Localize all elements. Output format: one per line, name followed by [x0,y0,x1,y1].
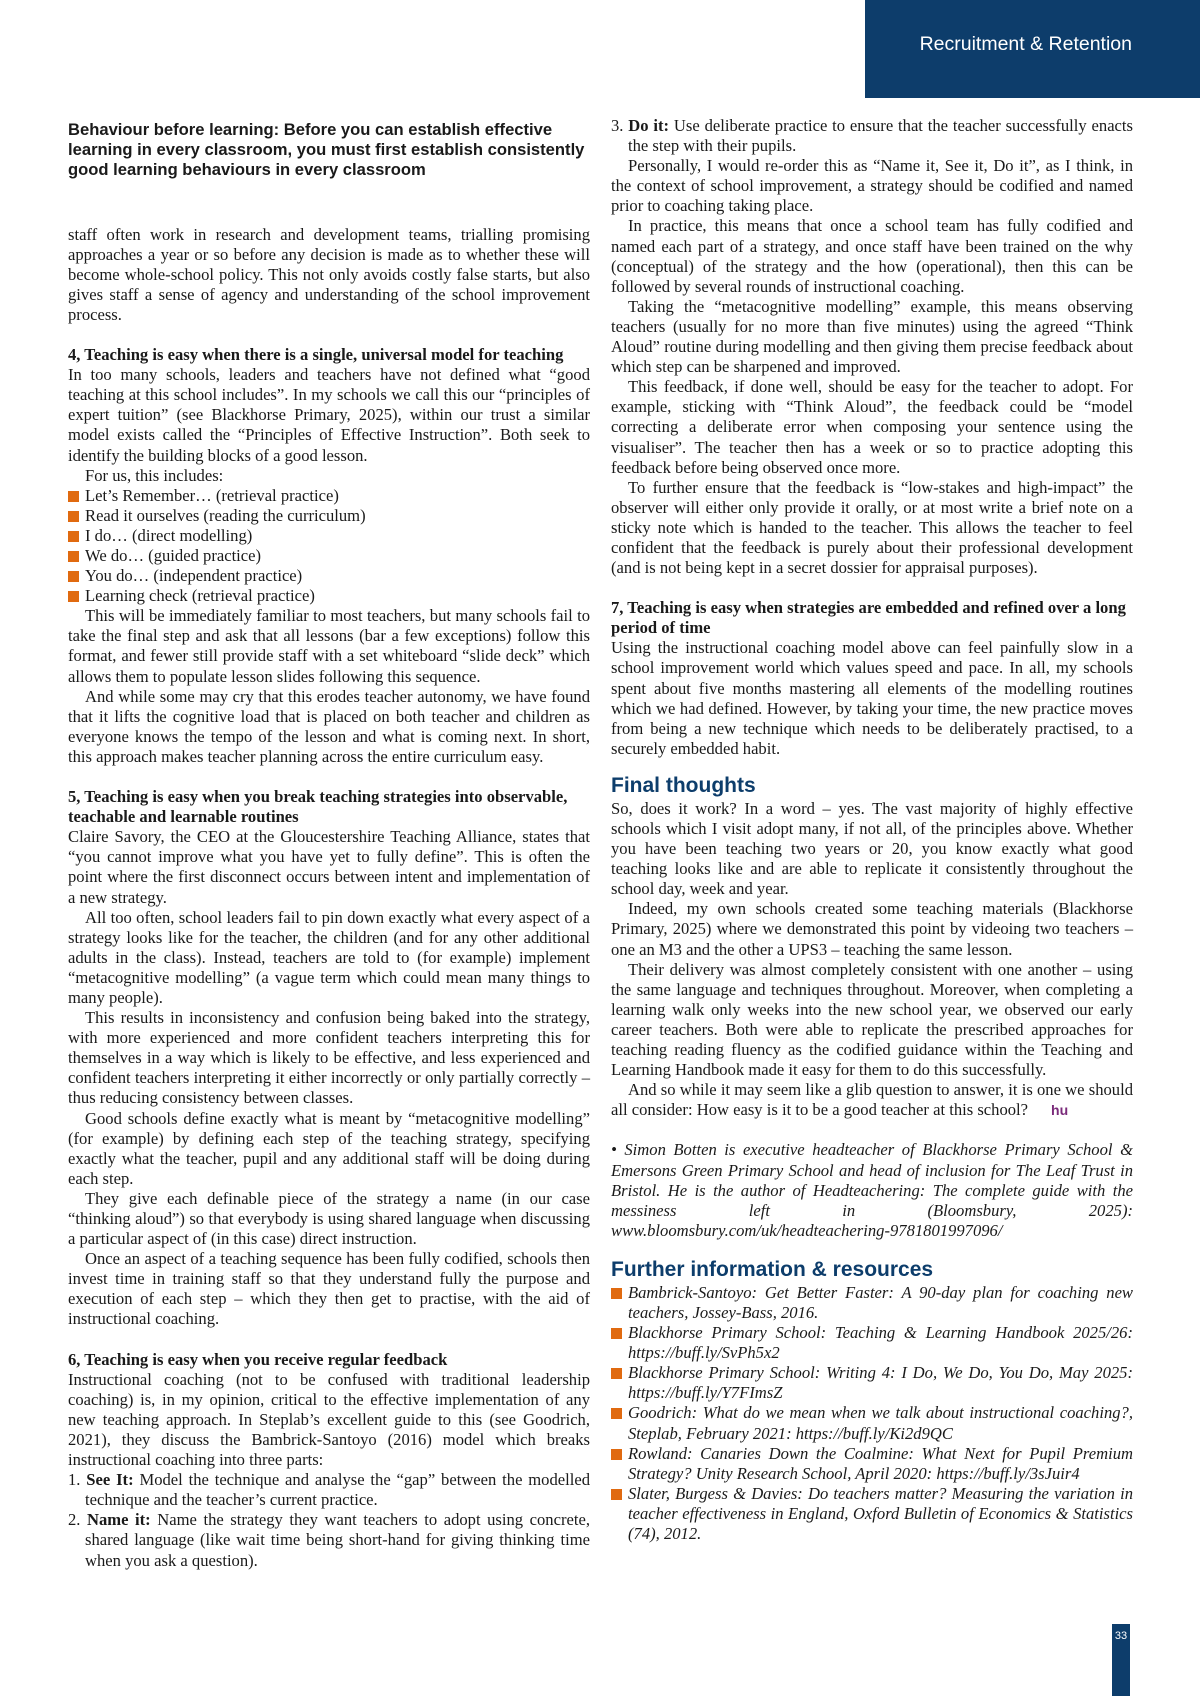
section-header-tab [865,0,1200,98]
paragraph: Indeed, my own schools created some teaching materials (Blackhorse Primary, 2025) where we demonstrated this point by videoing two teachers – one an M3 and the other a UPS3 – teaching the same lesson. [611,899,1133,959]
coaching-steps-list [68,1470,590,1570]
paragraph: This feedback, if done well, should be easy for the teacher to adopt. For example, sticking with “Think Aloud”, the feedback could be “model correcting a deliberate error when composing your sentence using the visualiser”. The teacher then has a week or so to practice adopting this feedback before being observed once more. [611,377,1133,477]
closing-text: And so while it may seem like a glib question to answer, it is one we should all consider: How easy is it to be a good teacher at this school? [611,1080,1133,1120]
paragraph: Using the instructional coaching model above can feel painfully slow in a school improvement world which values speed and pace. In all, my schools spent about five months mastering all elements of the modelling routines which we had defined. However, by taking your time, the new practice moves from being a new technique which needs to be deliberately practised, to a securely embedded habit. [611,638,1133,758]
subheading-4: 4, Teaching is easy when there is a single, universal model for teaching [68,345,564,365]
step-number: 2. [68,1510,81,1530]
right-column [611,116,1133,1544]
paragraph: This results in inconsistency and confusion being baked into the strategy, with more experienced and more confident teachers interpreting this for themselves in a way which is likely to be effective, and less experienced and confident teachers interpreting it either incorrectly or only partially correctly – thus reducing consistency between classes. [68,1008,590,1108]
pull-quote: Behaviour before learning: Before you can establish effective learning in every classroom, you must first establish consistently good learning behaviours in every classroom [68,120,585,180]
list-item: Let’s Remember… (retrieval practice) [68,486,590,506]
lesson-sequence-list [68,486,590,607]
final-thoughts-heading: Final thoughts [611,773,756,797]
step-number: 3. [611,116,624,135]
step-label: Do it: [628,116,670,135]
list-item [68,1470,590,1510]
reference-item: Slater, Burgess & Davies: Do teachers matter? Measuring the variation in teacher effectiveness in England, Oxford Bulletin of Economics & Statistics (74), 2012. [611,1484,1133,1544]
step-label: See It: [86,1470,134,1490]
paragraph: So, does it work? In a word – yes. The vast majority of highly effective schools which I visit adopt many, if not all, of the principles above. Whether you have been teaching two years or 20, you know exactly what good teaching looks like and are able to replicate it consistently throughout the school day, week and year. [611,798,1133,899]
list-item: I do… (direct modelling) [68,526,590,546]
list-item [611,116,1133,156]
reference-item: Goodrich: What do we mean when we talk about instructional coaching?, Steplab, February 2021: https://buff.ly/Ki2d9QC [611,1403,1133,1443]
author-bio: • Simon Botten is executive headteacher of Blackhorse Primary School & Emersons Green Primary School and head of inclusion for The Leaf Trust in Bristol. He is the author of Headteachering: The complete guide with the messiness left in (Bloomsbury, 2025): www.bloomsbury.com/uk/headteachering-9781801997096/ [611,1140,1133,1240]
paragraph: And while some may cry that this erodes teacher autonomy, we have found that it lifts the cognitive load that is placed on both teacher and children as everyone knows the tempo of the lesson and what is coming next. In short, this approach makes teacher planning across the entire curriculum easy. [68,686,590,766]
step-text: Name the strategy they want teachers to adopt using concrete, shared language (like wait time being short-hand for giving thinking time when you ask a question). [85,1510,590,1570]
subheading-6: 6, Teaching is easy when you receive regular feedback [68,1349,448,1369]
coaching-steps-list-continued [611,116,1133,156]
reference-item: Blackhorse Primary School: Writing 4: I Do, We Do, You Do, May 2025: https://buff.ly/Y7FImsZ [611,1363,1133,1403]
step-label: Name it: [87,1510,151,1530]
list-item: Learning check (retrieval practice) [68,586,590,606]
section-title: Recruitment & Retention [919,32,1132,55]
paragraph: This will be immediately familiar to most teachers, but many schools fail to take the final step and ask that all lessons (bar a few exceptions) follow this format, and fewer still provide staff with a set whiteboard “slide deck” which allows them to populate lesson slides following this sequence. [68,606,590,686]
paragraph: Taking the “metacognitive modelling” example, this means observing teachers (usually for no more than five minutes) using the agreed “Think Aloud” routine during modelling and then giving them precise feedback about which step can be sharpened and improved. [611,296,1133,377]
paragraph: To further ensure that the feedback is “low-stakes and high-impact” the observer will either only provide it orally, or at most write a brief note on a sticky note which is handed to the teacher. This allows the teacher to feel confident that the feedback is purely about their professional development (and is not being kept in a secret dossier for appraisal purposes). [611,477,1133,578]
page-number-tab [1112,1624,1130,1696]
paragraph: In practice, this means that once a school team has fully codified and named each part of a strategy, and once staff have been trained on the why (conceptual) of the strategy and the how (operational), then this can be followed by several rounds of instructional coaching. [611,216,1133,296]
paragraph: They give each definable piece of the strategy a name (in our case “thinking aloud”) so that everybody is using shared language when discussing a particular aspect of (in this case) direct instruction. [68,1188,590,1249]
hu-logo: hu [1051,1102,1069,1119]
reference-item: Bambrick-Santoyo: Get Better Faster: A 90-day plan for coaching new teachers, Jossey-Bass, 2016. [611,1283,1133,1323]
paragraph: Once an aspect of a teaching sequence has been fully codified, schools then invest time in training staff so that they understand fully the purpose and execution of each step – which they then get to practise, with the aid of instructional coaching. [68,1249,590,1329]
left-column [68,116,590,1571]
list-item [68,1510,590,1570]
paragraph: Personally, I would re-order this as “Name it, See it, Do it”, as I think, in the context of school improvement, a strategy should be codified and named prior to coaching taking place. [611,156,1133,216]
page-number: 33 [1114,1630,1128,1642]
paragraph: In too many schools, leaders and teachers have not defined what “good teaching at this school includes”. In my schools we call this our “principles of expert tuition” (see Blackhorse Primary, 2025), within our trust a similar model exists called the “Principles of Effective Instruction”. Both seek to identify the building blocks of a good lesson. [68,365,590,465]
step-number: 1. [68,1470,81,1490]
list-item: You do… (independent practice) [68,566,590,586]
step-text: Use deliberate practice to ensure that the teacher successfully enacts the step with their pupils. [628,116,1133,156]
reference-item: Rowland: Canaries Down the Coalmine: What Next for Pupil Premium Strategy? Unity Research School, April 2020: https://buff.ly/3sJuir4 [611,1444,1133,1484]
step-text: Model the technique and analyse the “gap” between the modelled technique and the teacher’s current practice. [85,1470,591,1510]
paragraph: Instructional coaching (not to be confused with traditional leadership coaching) is, in my opinion, critical to the effective implementation of any new teaching approach. In Steplab’s excellent guide to this (see Goodrich, 2021), they discuss the Bambrick-Santoyo (2016) model which breaks instructional coaching into three parts: [68,1369,590,1470]
paragraph: For us, this includes: [85,465,224,485]
subheading-7: 7, Teaching is easy when strategies are embedded and refined over a long period of time [611,598,1126,638]
reference-item: Blackhorse Primary School: Teaching & Learning Handbook 2025/26: https://buff.ly/SvPh5x2 [611,1323,1133,1363]
paragraph: staff often work in research and development teams, trialling promising approaches a year or so before any decision is made as to whether these will become whole-school policy. This not only avoids costly false starts, but also gives staff a sense of agency and understanding of the school improvement process. [68,224,590,324]
paragraph: Their delivery was almost completely consistent with one another – using the same language and techniques throughout. Moreover, when completing a learning walk only weeks into the new school year, we observed our early career teachers. Both were able to replicate the prescribed approaches for teaching reading fluency as the codified guidance within the Teaching and Learning Handbook made it easy for them to do this successfully. [611,959,1133,1080]
subheading-5: 5, Teaching is easy when you break teaching strategies into observable, teachable and learnable routines [68,787,568,827]
paragraph: Good schools define exactly what is meant by “metacognitive modelling” (for example) by defining each step of the teaching strategy, specifying exactly what the teacher, pupil and any additional staff will be doing during each step. [68,1108,590,1188]
references-list [611,1283,1133,1544]
list-item: We do… (guided practice) [68,546,590,566]
paragraph [611,1080,1133,1120]
paragraph: All too often, school leaders fail to pin down exactly what every aspect of a strategy looks like for the teacher, the children (and for any other additional adults in the class). Instead, teachers are told to (for example) implement “metacognitive modelling” (a vague term which could mean many things to many people). [68,907,590,1007]
list-item: Read it ourselves (reading the curriculum) [68,506,590,526]
further-info-heading: Further information & resources [611,1257,934,1281]
paragraph: Claire Savory, the CEO at the Gloucestershire Teaching Alliance, states that “you cannot improve what you have yet to fully define”. This is often the point where the first disconnect occurs between intent and implementation of a new strategy. [68,827,590,907]
